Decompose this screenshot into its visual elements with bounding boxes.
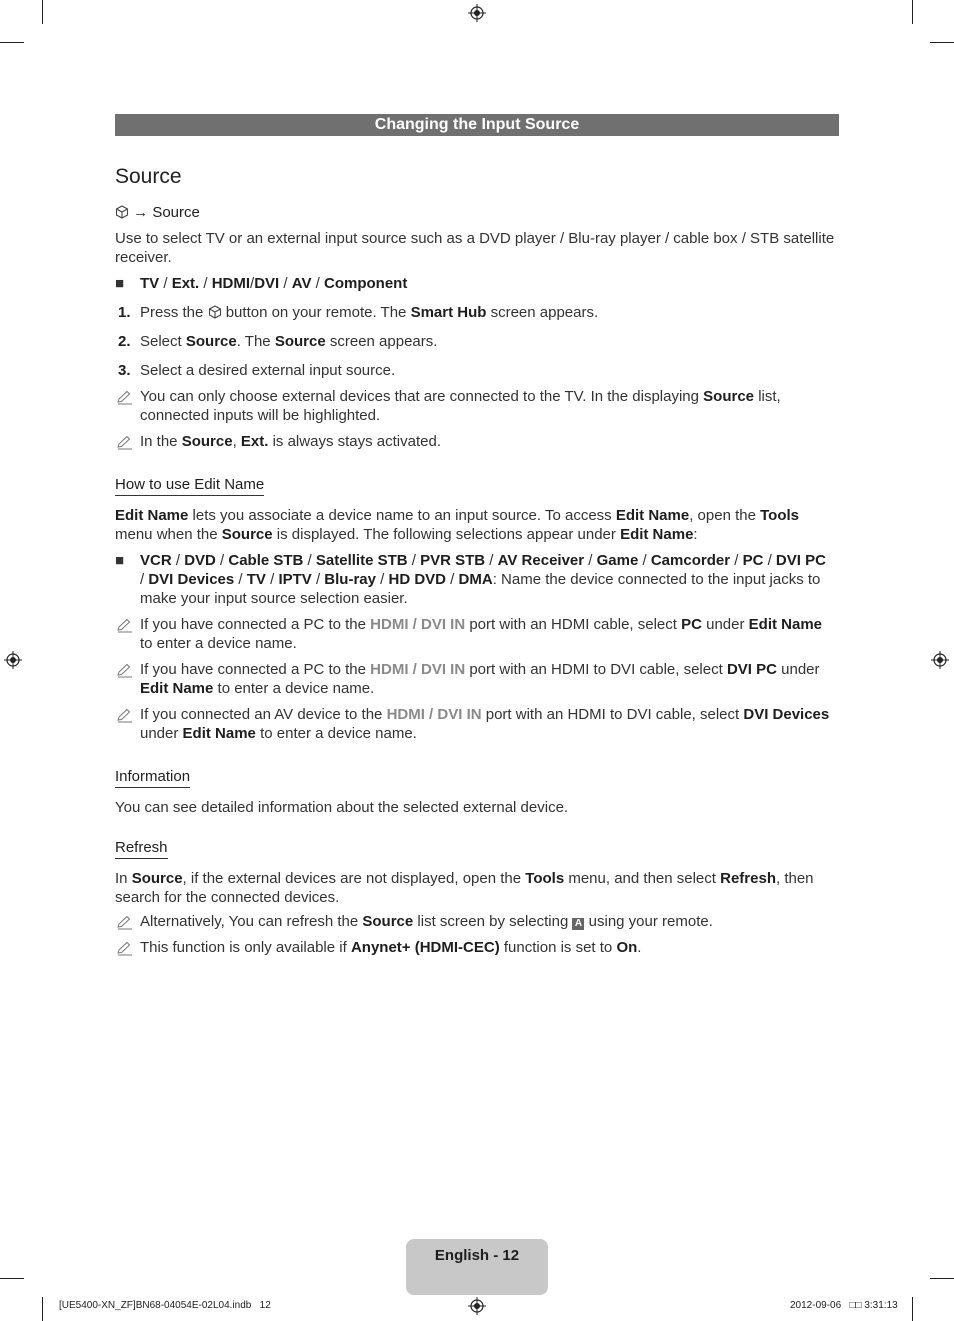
note-pencil-icon	[116, 663, 133, 678]
menu-path-text: → Source	[133, 204, 200, 221]
step-1: Press the button on your remote. The Smart Hub screen appears.	[140, 304, 599, 321]
section-heading-information: Information	[115, 768, 190, 788]
note-pencil-icon	[116, 915, 133, 930]
registration-mark-icon	[4, 651, 22, 669]
sources-list: TV / Ext. / HDMI/DVI / AV / Component	[140, 275, 408, 292]
section-heading-refresh: Refresh	[115, 839, 168, 859]
step-number: 1.	[118, 304, 131, 321]
page-title: Source	[115, 165, 182, 188]
edit-name-paragraph: Edit Name lets you associate a device name to an input source. To access Edit Name, open the Tools menu when the Source is displayed. The following selections appear under Edit Name:	[115, 507, 799, 543]
note-pencil-icon	[116, 708, 133, 723]
note-pencil-icon	[116, 390, 133, 405]
note-text: If you have connected a PC to the HDMI / DVI IN port with an HDMI to DVI cable, select DVI PC under Edit Name to enter a device name.	[140, 661, 820, 697]
crop-mark	[912, 1297, 913, 1321]
registration-mark-icon	[468, 4, 486, 22]
print-date-info: 2012-09-06 □□ 3:31:13	[790, 1300, 898, 1311]
bullet-square-icon: ■	[115, 552, 125, 569]
note-text: You can only choose external devices that are connected to the TV. In the displaying Source list, connected inputs will be highlighted.	[140, 388, 781, 424]
page-number: English - 12	[434, 1247, 520, 1264]
device-list: VCR / DVD / Cable STB / Satellite STB / PVR STB / AV Receiver / Game / Camcorder / PC / DVI PC / DVI Devices / TV / IPTV / Blu-ray / HD DVD / DMA: Name the device connected to the input jacks to make your input source selection easier.	[140, 552, 826, 607]
print-file-info: [UE5400-XN_ZF]BN68-04054E-02L04.indb 12	[59, 1300, 271, 1311]
remote-a-button-icon: A	[572, 918, 584, 930]
crop-mark	[930, 42, 954, 43]
menu-icon	[115, 205, 129, 219]
crop-mark	[912, 0, 913, 24]
section-banner: Changing the Input Source	[115, 114, 839, 136]
crop-mark	[930, 1278, 954, 1279]
note-text: Alternatively, You can refresh the Source list screen by selecting A using your remote.	[140, 913, 713, 930]
crop-mark	[0, 42, 24, 43]
menu-button-icon	[208, 305, 222, 319]
crop-mark	[42, 1297, 43, 1321]
note-pencil-icon	[116, 435, 133, 450]
note-text: If you have connected a PC to the HDMI / DVI IN port with an HDMI cable, select PC under Edit Name to enter a device name.	[140, 616, 823, 652]
section-heading-edit-name: How to use Edit Name	[115, 476, 264, 496]
note-text: If you connected an AV device to the HDMI / DVI IN port with an HDMI to DVI cable, select DVI Devices under Edit Name to enter a device name.	[140, 706, 830, 742]
information-text: You can see detailed information about the selected external device.	[115, 799, 569, 816]
crop-mark	[0, 1278, 24, 1279]
step-2: Select Source. The Source screen appears.	[140, 333, 438, 350]
menu-path	[115, 203, 835, 222]
step-number: 2.	[118, 333, 131, 350]
bullet-square-icon: ■	[115, 275, 125, 292]
note-pencil-icon	[116, 941, 133, 956]
refresh-paragraph: In Source, if the external devices are not displayed, open the Tools menu, and then select Refresh, then search for the connected devices.	[115, 870, 814, 906]
intro-text: Use to select TV or an external input source such as a DVD player / Blu-ray player / cable box / STB satellite receiver.	[115, 230, 835, 266]
note-text: In the Source, Ext. is always stays activated.	[140, 433, 441, 450]
page-number-tab	[406, 1239, 548, 1295]
registration-mark-icon	[931, 651, 949, 669]
note-text: This function is only available if Anynet+ (HDMI-CEC) function is set to On.	[140, 939, 642, 956]
registration-mark-icon	[468, 1297, 486, 1315]
step-3: Select a desired external input source.	[140, 362, 396, 379]
crop-mark	[42, 0, 43, 24]
note-pencil-icon	[116, 618, 133, 633]
step-number: 3.	[118, 362, 131, 379]
